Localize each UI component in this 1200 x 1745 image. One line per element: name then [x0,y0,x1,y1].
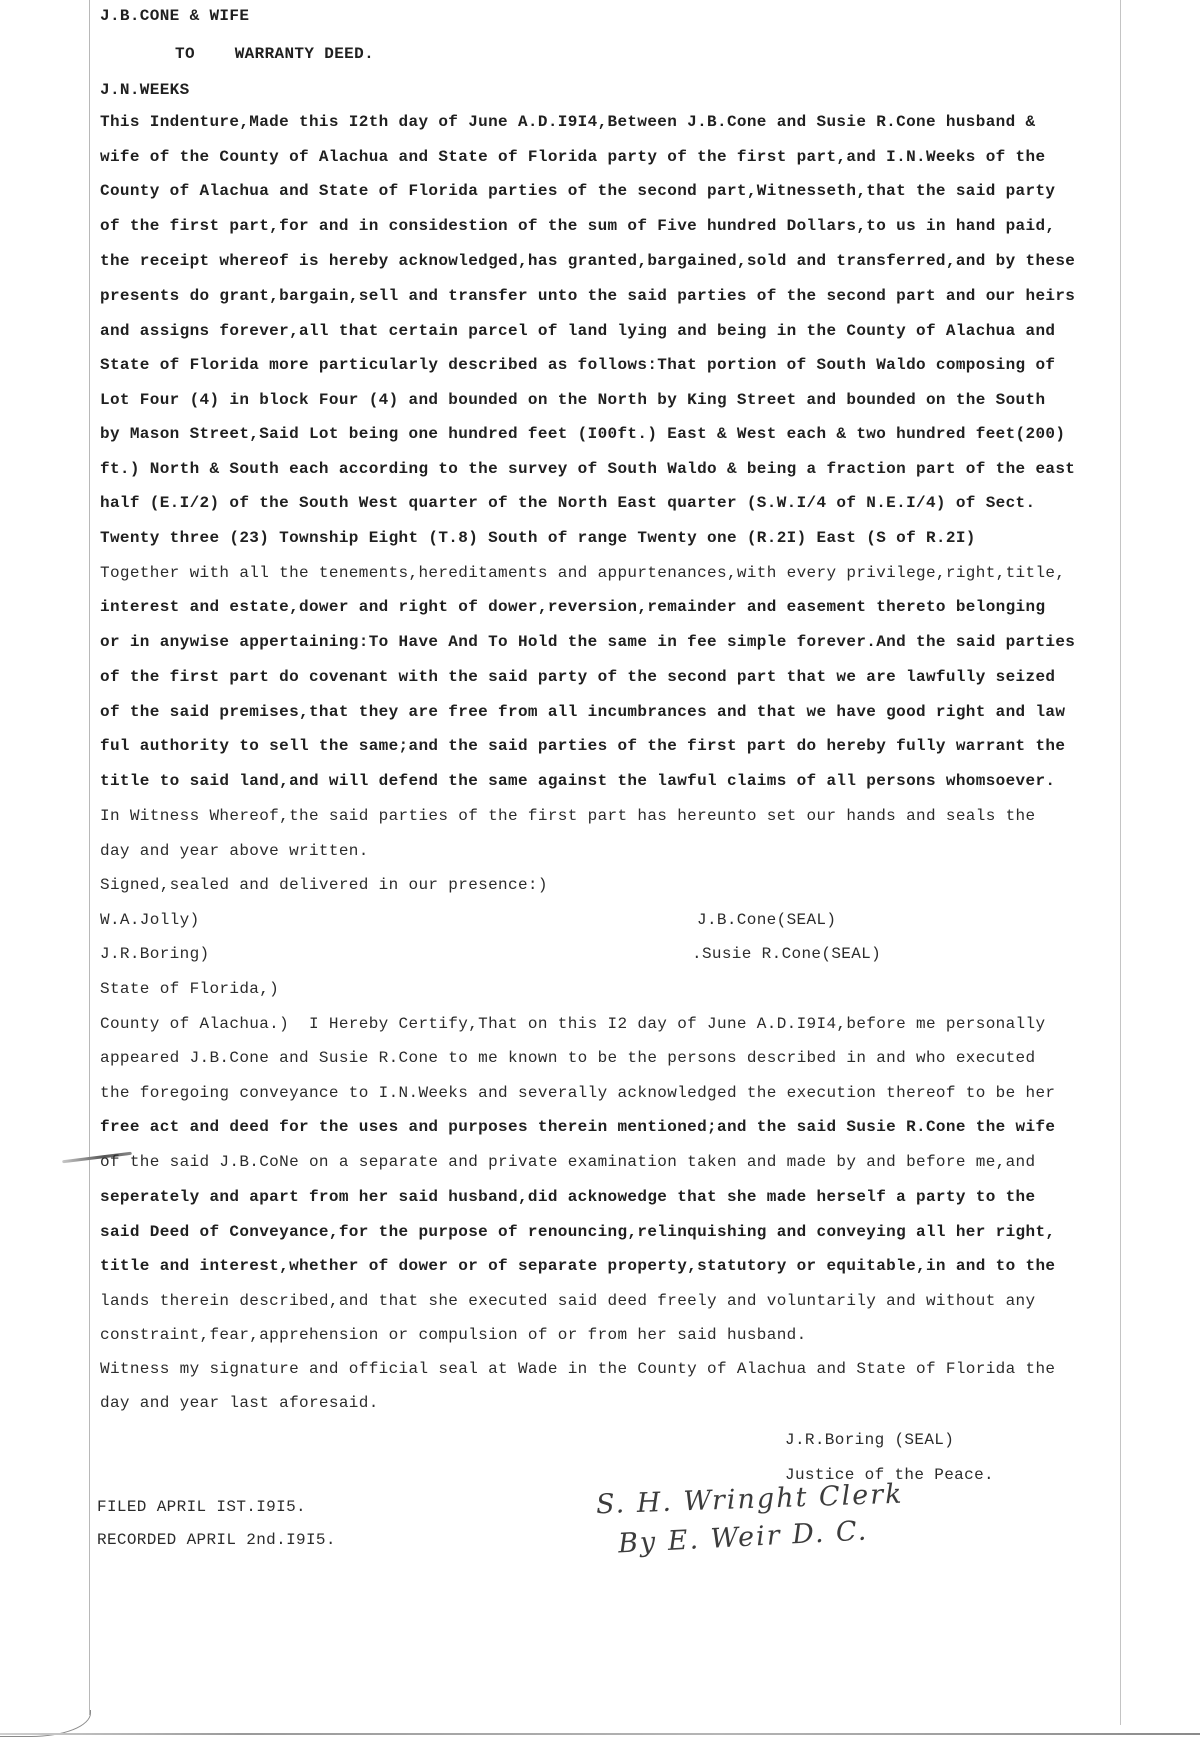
deed-line: State of Florida more particularly described as follows:That portion of South Waldo composing of [100,356,1056,374]
acknowledgment-line: Witness my signature and official seal at Wade in the County of Alachua and State of Florida the [100,1360,1056,1378]
deed-line: wife of the County of Alachua and State of Florida party of the first part,and I.N.Weeks of the [100,148,1046,166]
clerk-signature: S. H. Wringht Clerk [595,1478,904,1521]
acknowledgment-line: title and interest,whether of dower or of separate property,statutory or equitable,in and to the [100,1257,1056,1275]
deed-line: presents do grant,bargain,sell and transfer unto the said parties of the second part and our heirs [100,287,1076,305]
deed-line: of the first part,for and in considestion of the sum of Five hundred Dollars,to us in hand paid, [100,217,1056,235]
header-grantee: J.N.WEEKS [100,81,190,99]
witness-name: W.A.Jolly) [100,911,200,929]
acknowledgment-line: County of Alachua.) I Hereby Certify,That on this I2 day of June A.D.I9I4,before me personally [100,1015,1046,1033]
deed-line: This Indenture,Made this I2th day of June A.D.I9I4,Between J.B.Cone and Susie R.Cone husband & [100,113,1036,131]
deed-line: and assigns forever,all that certain parcel of land lying and being in the County of Alachua and [100,322,1056,340]
officer-title: Justice of the Peace. [785,1466,994,1484]
acknowledgment-line: seperately and apart from her said husband,did acknowedge that she made herself a party to the [100,1188,1036,1206]
deed-line: ft.) North & South each according to the survey of South Waldo & being a fraction part of the east [100,460,1076,478]
deed-line: County of Alachua and State of Florida parties of the second part,Witnesseth,that the said party [100,182,1056,200]
deed-line: Lot Four (4) in block Four (4) and bounded on the North by King Street and bounded on the South [100,391,1046,409]
deed-line: ful authority to sell the same;and the said parties of the first part do hereby fully warrant the [100,737,1066,755]
left-margin-rule [89,0,90,1715]
deed-line: Together with all the tenements,hereditaments and appurtenances,with every privilege,right,title, [100,564,1066,582]
witness-name: J.R.Boring) [100,945,210,963]
acknowledgment-line: day and year last aforesaid. [100,1394,379,1412]
grantor-signature: .Susie R.Cone(SEAL) [692,945,882,963]
deed-line: the receipt whereof is hereby acknowledged,has granted,bargained,sold and transferred,and by these [100,252,1076,270]
right-margin-rule [1120,0,1121,1725]
deed-line: day and year above written. [100,842,369,860]
bottom-page-edge [0,1733,1200,1735]
deed-line: In Witness Whereof,the said parties of the first part has hereunto set our hands and seals the [100,807,1036,825]
deed-line: of the said premises,that they are free from all incumbrances and that we have good right and law [100,703,1066,721]
recorded-date: RECORDED APRIL 2nd.I9I5. [97,1531,336,1549]
deed-line: by Mason Street,Said Lot being one hundred feet (I00ft.) East & West each & two hundred feet(200) [100,425,1066,443]
deed-line: interest and estate,dower and right of dower,reversion,remainder and easement thereto belonging [100,598,1046,616]
header-grantor: J.B.CONE & WIFE [100,7,250,25]
signed-sealed-line: Signed,sealed and delivered in our presence:) [100,876,548,894]
deed-line: or in anywise appertaining:To Have And To Hold the same in fee simple forever.And the said parties [100,633,1076,651]
acknowledgment-line: of the said J.B.CoNe on a separate and private examination taken and made by and before me,and [100,1153,1036,1171]
deed-line: of the first part do covenant with the said party of the second part that we are lawfully seized [100,668,1056,686]
deed-line: half (E.I/2) of the South West quarter of the North East quarter (S.W.I/4 of N.E.I/4) of Sect. [100,494,1036,512]
acknowledgment-line: lands therein described,and that she executed said deed freely and voluntarily and without any [100,1292,1036,1310]
deed-line: title to said land,and will defend the same against the lawful claims of all persons whomsoever. [100,772,1056,790]
acknowledgment-line: constraint,fear,apprehension or compulsion of or from her said husband. [100,1326,807,1344]
grantor-signature: J.B.Cone(SEAL) [697,911,837,929]
acknowledgment-line: the foregoing conveyance to I.N.Weeks and severally acknowledged the execution thereof to be her [100,1084,1056,1102]
acknowledgment-line: appeared J.B.Cone and Susie R.Cone to me known to be the persons described in and who executed [100,1049,1036,1067]
acknowledgment-line: said Deed of Conveyance,for the purpose of renouncing,relinquishing and conveying all her right, [100,1223,1056,1241]
venue-state: State of Florida,) [100,980,280,998]
filed-date: FILED APRIL IST.I9I5. [97,1498,306,1516]
officer-signature: J.R.Boring (SEAL) [785,1431,955,1449]
header-deed-title: TO WARRANTY DEED. [175,45,375,63]
acknowledgment-line: free act and deed for the uses and purposes therein mentioned;and the said Susie R.Cone the wife [100,1118,1056,1136]
deputy-clerk-signature: By E. Weir D. C. [617,1515,869,1560]
deed-line: Twenty three (23) Township Eight (T.8) South of range Twenty one (R.2I) East (S of R.2I) [100,529,976,547]
